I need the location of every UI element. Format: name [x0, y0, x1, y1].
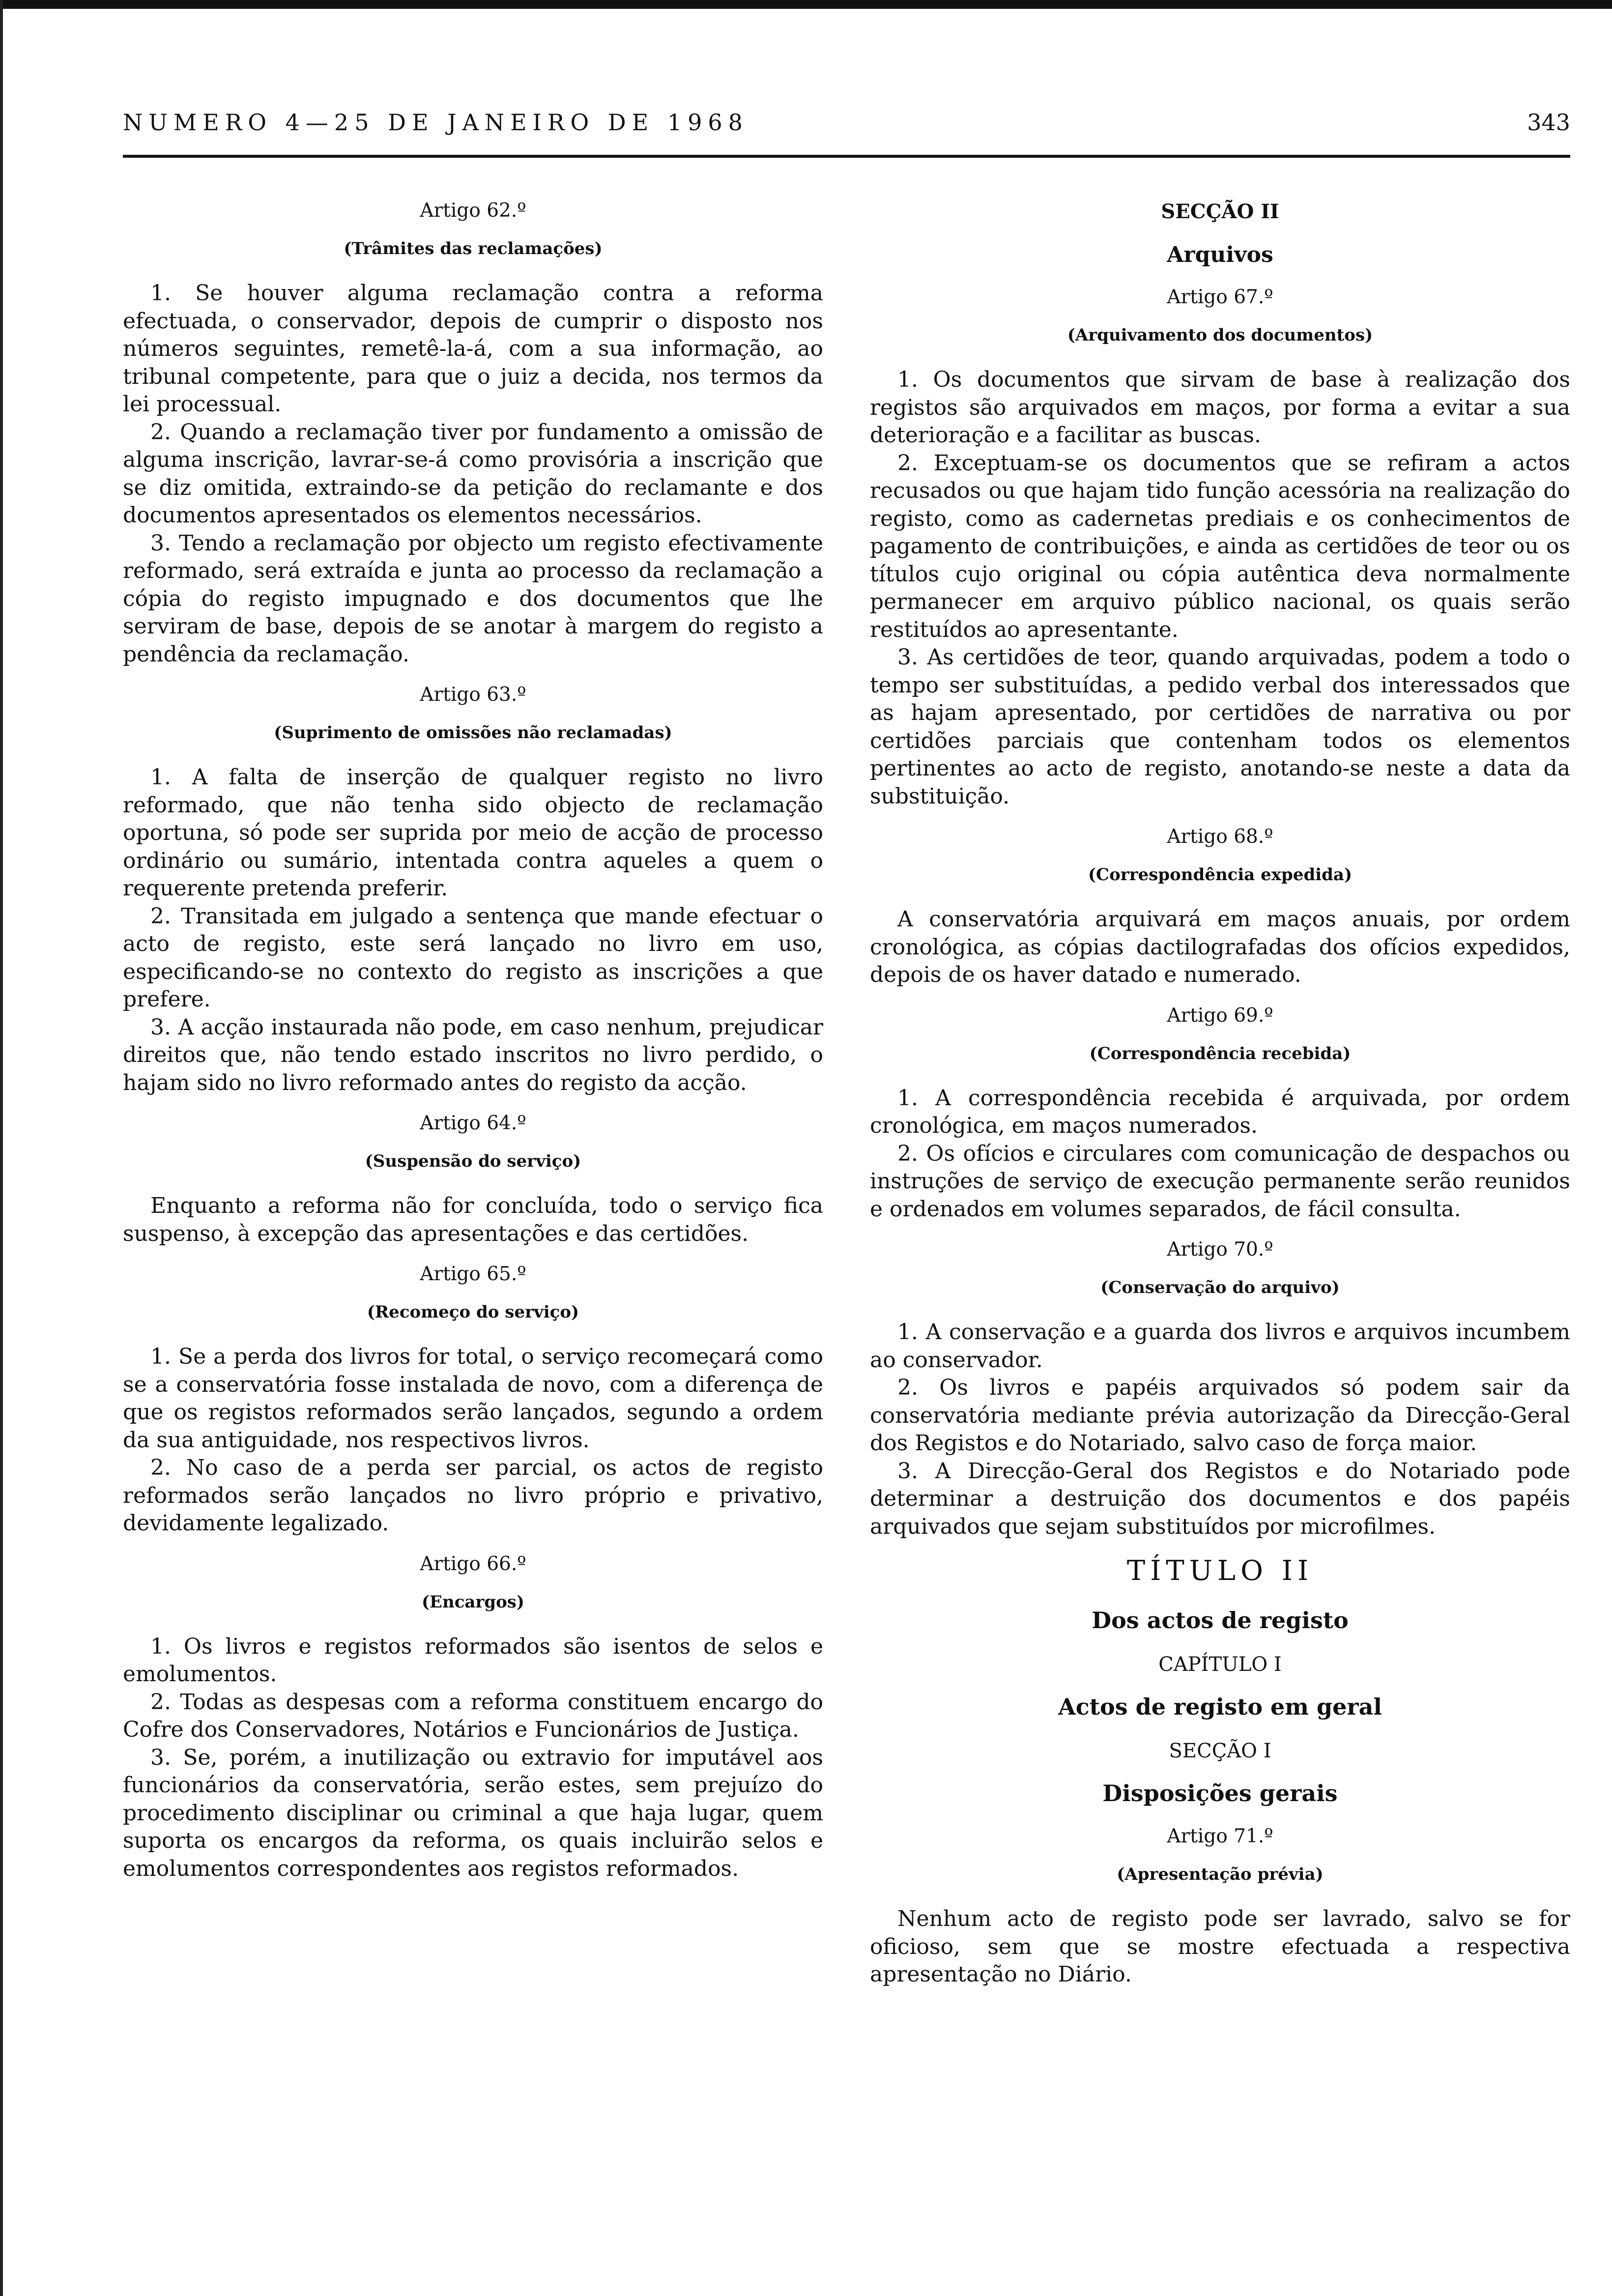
- left-column: [123, 199, 823, 1897]
- page-header: [123, 109, 1570, 144]
- article-65: [123, 1263, 823, 1538]
- article-heading: (Encargos): [421, 1592, 525, 1612]
- seccao-label: SECÇÃO I: [1169, 1740, 1271, 1762]
- article-heading: (Suspensão do serviço): [365, 1151, 581, 1171]
- section-label: SECÇÃO II: [1161, 200, 1279, 223]
- titulo-label: TÍTULO II: [1126, 1555, 1314, 1587]
- article-70: [870, 1238, 1570, 1541]
- paragraph: 3. A acção instaurada não pode, em caso nenhum, prejudicar direitos que, não tendo estado inscritos no livro perdido, o hajam sido no livro reformado antes do registo da acção.: [123, 1014, 823, 1095]
- paragraph: 1. Se houver alguma reclamação contra a reforma efectuada, o conservador, depois de cumprir o disposto nos números seguintes, remetê-la-á, com a sua informação, ao tribunal competente, para que o juiz a decida, nos termos da lei processual.: [123, 281, 823, 417]
- capitulo-name: Actos de registo em geral: [1058, 1693, 1382, 1720]
- paragraph: 3. Se, porém, a inutilização ou extravio for imputável aos funcionários da conservatória, serão estes, sem prejuízo do procedimento disciplinar ou criminal a que haja lugar, quem suporta os encargos da reforma, os quais incluirão selos e emolumentos correspondentes aos registos reformados.: [123, 1745, 823, 1881]
- article-heading: (Recomeço do serviço): [367, 1302, 579, 1322]
- paragraph: 2. Transitada em julgado a sentença que mande efectuar o acto de registo, este será lançado no livro em uso, especificando-se no contexto do registo as inscrições a que prefere.: [123, 903, 823, 1012]
- article-number: Artigo 64.º: [420, 1112, 526, 1134]
- article-69: [870, 1004, 1570, 1224]
- paragraph: 3. A Direcção-Geral dos Registos e do Notariado pode determinar a destruição dos documentos e dos papéis arquivados que sejam substituídos por microfilmes.: [870, 1458, 1570, 1539]
- paragraph: 2. Quando a reclamação tiver por fundamento a omissão de alguma inscrição, lavrar-se-á como provisória a inscrição que se diz omitida, extraindo-se da petição do reclamante e dos documentos apresentados os elementos necessários.: [123, 419, 823, 528]
- article-68: [870, 825, 1570, 989]
- article-number: Artigo 63.º: [420, 684, 526, 706]
- right-column: [870, 199, 1570, 2004]
- article-heading: (Correspondência expedida): [1088, 865, 1353, 885]
- paragraph: A conservatória arquivará em maços anuais, por ordem cronológica, as cópias dactilografadas dos ofícios expedidos, depois de os haver datado e numerado.: [870, 907, 1570, 987]
- article-heading: (Correspondência recebida): [1089, 1043, 1351, 1063]
- paragraph: Enquanto a reforma não for concluída, todo o serviço fica suspenso, à excepção das apresentações e das certidões.: [123, 1193, 823, 1246]
- page-left-edge: [0, 0, 3, 2296]
- titulo-name: Dos actos de registo: [1092, 1607, 1349, 1634]
- paragraph: Nenhum acto de registo pode ser lavrado, salvo se for oficioso, sem que se mostre efectuada a respectiva apresentação no Diário.: [870, 1906, 1570, 1987]
- article-heading: (Arquivamento dos documentos): [1067, 325, 1373, 345]
- section-title: Arquivos: [1167, 242, 1273, 267]
- paragraph: 3. As certidões de teor, quando arquivadas, podem a todo o tempo ser substituídas, a pedido verbal dos interessados que as hajam apresentado, por certidões de narrativa ou por certidões parciais que contenham todos os elementos pertinentes ao acto de registo, anotando-se neste a data da substituição.: [870, 645, 1570, 809]
- article-number: Artigo 66.º: [420, 1552, 526, 1575]
- article-62: [123, 199, 823, 668]
- page-number: 343: [1527, 109, 1570, 136]
- article-66: [123, 1552, 823, 1883]
- seccao-name: Disposições gerais: [1102, 1780, 1338, 1807]
- article-number: Artigo 65.º: [420, 1263, 526, 1285]
- article-64: [123, 1112, 823, 1248]
- paragraph: 2. No caso de a perda ser parcial, os actos de registo reformados serão lançados no livro próprio e privativo, devidamente legalizado.: [123, 1455, 823, 1536]
- article-heading: (Suprimento de omissões não reclamadas): [274, 723, 672, 743]
- paragraph: 1. Os livros e registos reformados são isentos de selos e emolumentos.: [123, 1634, 823, 1687]
- article-number: Artigo 68.º: [1167, 826, 1273, 848]
- article-number: Artigo 67.º: [1167, 286, 1273, 308]
- article-number: Artigo 71.º: [1167, 1825, 1273, 1847]
- article-number: Artigo 69.º: [1167, 1004, 1273, 1027]
- paragraph: 2. Os livros e papéis arquivados só podem sair da conservatória mediante prévia autorização da Direcção-Geral dos Registos e do Notariado, salvo caso de força maior.: [870, 1375, 1570, 1456]
- paragraph: 1. A correspondência recebida é arquivada, por ordem cronológica, em maços numerados.: [870, 1085, 1570, 1138]
- capitulo-label: CAPÍTULO I: [1158, 1653, 1282, 1676]
- article-number: Artigo 62.º: [420, 200, 526, 222]
- article-63: [123, 683, 823, 1097]
- page-top-border: [0, 0, 1612, 9]
- paragraph: 1. Se a perda dos livros for total, o serviço recomeçará como se a conservatória fosse instalada de novo, com a diferença de que os registos reformados serão lançados, segundo a ordem da sua antiguidade, nos respectivos livros.: [123, 1344, 823, 1453]
- paragraph: 1. A falta de inserção de qualquer registo no livro reformado, que não tenha sido objecto de reclamação oportuna, só pode ser suprida por meio de acção de processo ordinário ou sumário, intentada contra aqueles a quem o requerente pretenda preferir.: [123, 765, 823, 901]
- article-number: Artigo 70.º: [1167, 1238, 1273, 1261]
- article-heading: (Conservação do arquivo): [1100, 1278, 1340, 1297]
- paragraph: 1. Os documentos que sirvam de base à realização dos registos são arquivados em maços, por forma a evitar a sua deterioração e a facilitar as buscas.: [870, 367, 1570, 448]
- header-rule: [123, 155, 1570, 158]
- paragraph: 2. Todas as despesas com a reforma constituem encargo do Cofre dos Conservadores, Notários e Funcionários de Justiça.: [123, 1689, 823, 1742]
- article-heading: (Trâmites das reclamações): [344, 239, 603, 258]
- issue-title: NUMERO 4—25 DE JANEIRO DE 1968: [123, 109, 748, 136]
- article-71: [870, 1825, 1570, 1989]
- article-heading: (Apresentação prévia): [1117, 1865, 1324, 1884]
- article-67: [870, 286, 1570, 810]
- paragraph: 1. A conservação e a guarda dos livros e arquivos incumbem ao conservador.: [870, 1320, 1570, 1373]
- paragraph: 2. Exceptuam-se os documentos que se refiram a actos recusados ou que hajam tido função acessória na realização do registo, como as cadernetas prediais e os conhecimentos de pagamento de contribuições, e ainda as certidões de teor ou os títulos cujo original ou cópia autêntica deva normalmente permanecer em arquivo público nacional, os quais serão restituídos ao apresentante.: [870, 450, 1570, 642]
- paragraph: 2. Os ofícios e circulares com comunicação de despachos ou instruções de serviço de execução permanente serão reunidos e ordenados em volumes separados, de fácil consulta.: [870, 1141, 1570, 1222]
- paragraph: 3. Tendo a reclamação por objecto um registo efectivamente reformado, será extraída e junta ao processo da reclamação a cópia do registo impugnado e dos documentos que lhe serviram de base, depois de se anotar à margem do registo a pendência da reclamação.: [123, 530, 823, 667]
